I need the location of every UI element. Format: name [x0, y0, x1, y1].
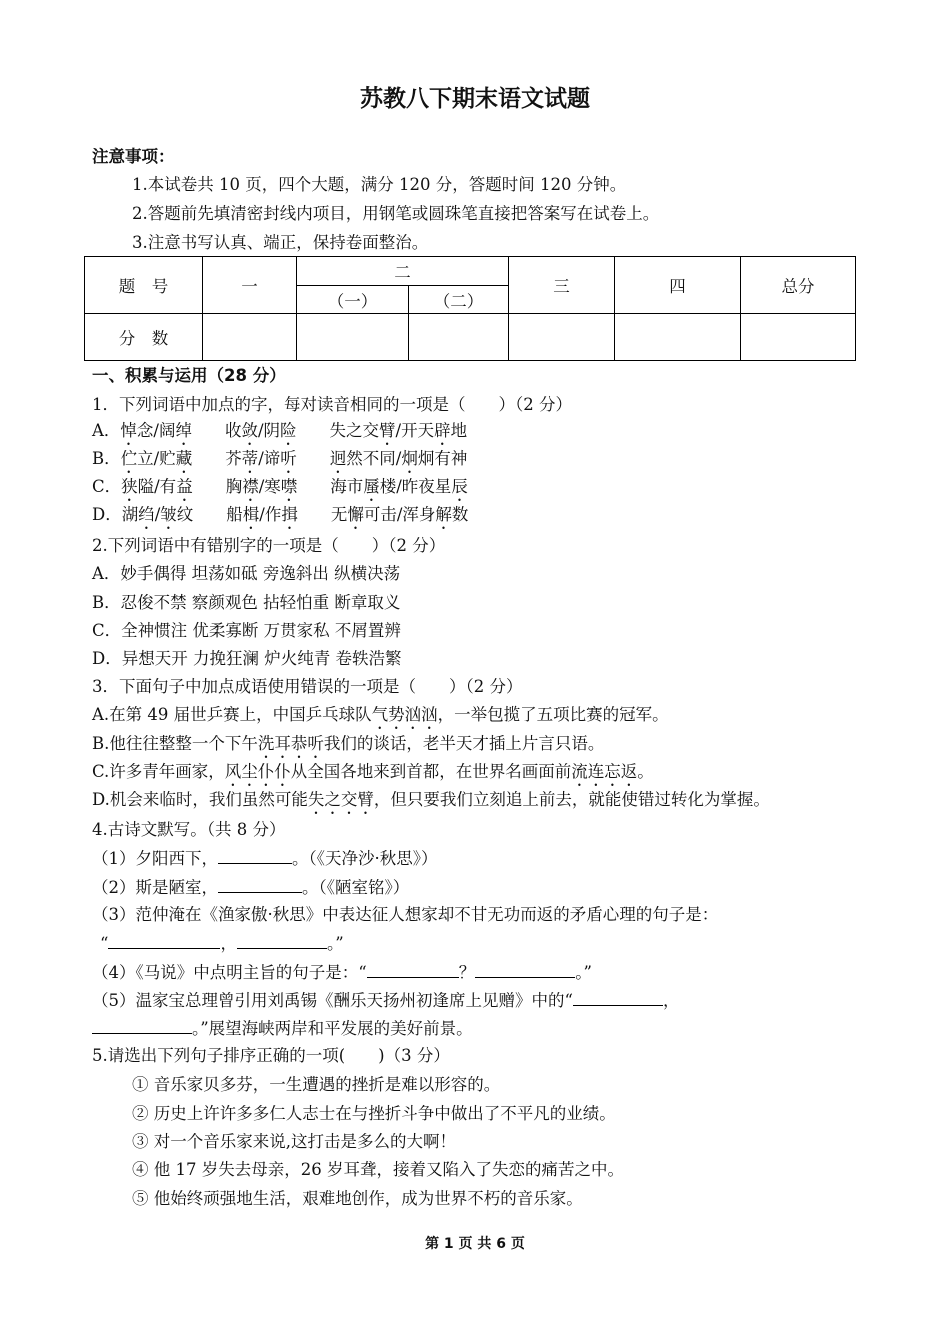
- q4-item-text: （2）斯是陋室，: [92, 878, 218, 897]
- option-text: /寒: [258, 477, 281, 496]
- dotted-term: 噤: [280, 477, 298, 496]
- q1-option-d: [92, 504, 468, 533]
- option-text: 纹: [176, 505, 227, 524]
- q2-option-c: C．全神惯注 优柔寡断 万贯家私 不屑置辨: [92, 621, 401, 640]
- answer-blank[interactable]: [475, 961, 575, 978]
- dotted-term: 蜃: [363, 477, 380, 496]
- q4-item-3: （3）范仲淹在《渔家傲·秋思》中表达征人想家却不甘无功而返的矛盾心理的句子是：: [92, 905, 719, 924]
- option-text: 我们的谈话，老半天才插上片言只语。: [323, 734, 605, 753]
- dotted-term: 懈: [347, 505, 364, 524]
- q2-option-d: D．异想天开 力挽狂澜 炉火纯青 卷轶浩繁: [92, 649, 402, 668]
- q4-item-text: 。”: [575, 963, 592, 982]
- q4-item-5: [92, 989, 679, 1012]
- answer-blank[interactable]: [367, 961, 459, 978]
- dotted-term: 襟: [242, 477, 259, 496]
- score-subcol-header: （二）: [409, 286, 509, 314]
- question-stem: 2.下列词语中有错别字的一项是（ ）（2 分）: [92, 536, 446, 555]
- score-subcol-header: （一）: [297, 286, 409, 314]
- dotted-term: 气势汹汹: [371, 705, 438, 724]
- dotted-term: 伫: [120, 449, 138, 468]
- dotted-term: 绰: [175, 421, 192, 440]
- q1-option-a: [92, 420, 467, 449]
- option-text: 浑: [402, 505, 419, 524]
- option-text: /作: [259, 505, 282, 524]
- option-text: 可击/: [363, 505, 403, 524]
- answer-blank[interactable]: [92, 1017, 192, 1034]
- question-stem: 1．下列词语中加点的字，每对读音相同的一项是（ ）（2 分）: [92, 395, 572, 414]
- dotted-term: 揖: [281, 505, 298, 524]
- option-text: C．: [92, 477, 122, 496]
- q2-option-a: A．妙手偶得 坦荡如砥 旁逸斜出 纵横决荡: [92, 564, 401, 583]
- option-text: B．: [92, 449, 121, 468]
- q4-item-text: （5）温家宝总理曾引用刘禹锡《酬乐天扬州初逢席上见赠》中的“: [92, 991, 573, 1010]
- q3-option-a: [92, 704, 669, 733]
- score-col-header: 四: [615, 257, 741, 314]
- option-text: 炯有神: [417, 449, 468, 468]
- q1-option-c: [92, 476, 468, 505]
- dotted-term: 敛: [241, 421, 258, 440]
- option-text: 无: [297, 505, 348, 524]
- q5-sentence: ④ 他 17 岁失去母亲，26 岁耳聋，接着又陷入了失恋的痛苦之中。: [132, 1160, 624, 1179]
- option-text: /开天: [395, 421, 435, 440]
- option-text: 船: [226, 505, 243, 524]
- q4-item-1: [92, 847, 438, 870]
- score-cell[interactable]: [741, 314, 856, 361]
- score-col-header: 三: [509, 257, 615, 314]
- score-cell[interactable]: [203, 314, 297, 361]
- option-text: D.机会来临时，我们虽然可能: [92, 790, 308, 809]
- q4-item-text: ，: [220, 934, 237, 953]
- option-text: ，一举包揽了五项比赛的冠军。: [437, 705, 669, 724]
- q4-item-text: ，: [662, 991, 680, 1010]
- option-text: 芥: [192, 449, 242, 468]
- q4-item-2: [92, 876, 409, 899]
- option-text: 然不同/: [346, 449, 402, 468]
- q4-item-text: 。（《陋室铭》）: [302, 878, 410, 897]
- option-text: 隘/有: [137, 477, 177, 496]
- option-text: 收: [191, 421, 242, 440]
- notice-item: 3.注意书写认真、端正，保持卷面整治。: [132, 233, 429, 252]
- dotted-term: 风尘仆仆: [224, 762, 291, 781]
- dotted-term: 臂: [379, 421, 396, 440]
- dotted-term: 听: [280, 449, 297, 468]
- score-row-label: 题 号: [85, 257, 203, 314]
- q4-item-text: （4）《马说》中点明主旨的句子是：“: [92, 963, 367, 982]
- dotted-term: 狭: [121, 477, 138, 496]
- q5-sentence: ② 历史上许许多多仁人志士在与挫折斗争中做出了不平凡的业绩。: [132, 1104, 616, 1123]
- section-heading: 一、积累与运用（28 分）: [92, 366, 286, 385]
- option-text: ，但只要我们立刻追上前去，就能使错过转化为掌握。: [373, 790, 770, 809]
- q5-sentence: ③ 对一个音乐家来说,这打击是多么的大啊！: [132, 1132, 456, 1151]
- option-text: 从全国各地来到首都，在世界名画面前: [290, 762, 572, 781]
- q4-item-text: ？: [458, 963, 476, 982]
- page-footer: 第 1 页 共 6 页: [425, 1236, 525, 1252]
- score-row-label: 分 数: [85, 314, 203, 361]
- option-text: 海市: [297, 477, 364, 496]
- answer-blank[interactable]: [108, 932, 220, 949]
- option-text: 失之交: [296, 421, 380, 440]
- option-text: D．: [92, 505, 122, 524]
- dotted-term: 辟: [434, 421, 451, 440]
- page-title: 苏教八下期末语文试题: [360, 86, 590, 112]
- option-text: 立/贮: [137, 449, 176, 468]
- option-text: [297, 449, 330, 468]
- notice-item: 1.本试卷共 10 页，四个大题，满分 120 分，答题时间 120 分钟。: [132, 175, 627, 194]
- option-text: 身: [418, 505, 436, 524]
- q1-option-b: [92, 448, 467, 477]
- answer-blank[interactable]: [218, 876, 302, 893]
- dotted-term: 悼: [120, 421, 137, 440]
- q5-sentence: ① 音乐家贝多芬，一生遭遇的挫折是难以形容的。: [132, 1075, 501, 1094]
- option-text: /谛: [258, 449, 281, 468]
- score-cell[interactable]: [509, 314, 615, 361]
- dotted-term: 洗耳恭听: [257, 734, 324, 753]
- score-table: [84, 256, 856, 361]
- dotted-term: 险: [280, 421, 297, 440]
- q4-item-text: 。”: [326, 934, 344, 953]
- dotted-term: 炯: [401, 449, 418, 468]
- question-stem: 3．下面句子中加点成语使用错误的一项是（ ）（2 分）: [92, 677, 523, 696]
- q4-item-text: “: [100, 934, 109, 953]
- option-text: 地: [450, 421, 468, 440]
- option-text: 。: [637, 762, 654, 781]
- option-text: /阴: [257, 421, 281, 440]
- q4-item-3-blanks: [100, 932, 344, 955]
- q4-item-text: 。（《天净沙·秋思》）: [292, 849, 438, 868]
- q4-item-text: （1）夕阳西下，: [92, 849, 218, 868]
- q3-option-d: [92, 789, 770, 818]
- score-col-header: 总分: [741, 257, 856, 314]
- answer-blank[interactable]: [573, 989, 663, 1006]
- answer-blank[interactable]: [218, 847, 292, 864]
- dotted-term: 解: [435, 505, 452, 524]
- answer-blank[interactable]: [237, 932, 327, 949]
- dotted-term: 益: [176, 477, 193, 496]
- question-stem: 4.古诗文默写。（共 8 分）: [92, 820, 286, 839]
- score-cell[interactable]: [297, 314, 409, 361]
- score-cell[interactable]: [615, 314, 741, 361]
- option-text: A.在第 49 届世乒赛上，中国乒乓球队: [92, 705, 372, 724]
- option-text: 楼/昨夜星: [379, 477, 452, 496]
- dotted-term: 楫: [242, 505, 260, 524]
- q4-item-text: 。”展望海峡两岸和平发展的美好前景。: [192, 1019, 473, 1038]
- option-text: 念/阔: [136, 421, 176, 440]
- score-col-header: 一: [203, 257, 297, 314]
- q3-option-b: [92, 733, 604, 762]
- q5-sentence: ⑤ 他始终顽强地生活，艰难地创作，成为世界不朽的音乐家。: [132, 1189, 583, 1208]
- score-cell[interactable]: [409, 314, 509, 361]
- option-text: C.许多青年画家，: [92, 762, 225, 781]
- option-text: B.他往往整整一个下午: [92, 734, 258, 753]
- option-text: 数: [451, 505, 469, 524]
- dotted-term: 皱: [160, 505, 177, 524]
- option-text: /: [154, 505, 161, 524]
- dotted-term: 流连忘返: [571, 762, 638, 781]
- dotted-term: 绉: [138, 505, 155, 524]
- option-text: 胸: [192, 477, 243, 496]
- dotted-term: 蒂: [241, 449, 259, 468]
- score-col-header: 二: [297, 257, 509, 286]
- dotted-term: 辰: [451, 477, 468, 496]
- dotted-term: 迥: [329, 449, 347, 468]
- notice-heading: 注意事项：: [92, 147, 175, 166]
- q4-item-5b: [92, 1017, 473, 1040]
- option-text: A．: [92, 421, 121, 440]
- dotted-term: 藏: [175, 449, 193, 468]
- q2-option-b: B．忍俊不禁 察颜观色 拈轻怕重 断章取义: [92, 593, 401, 612]
- notice-item: 2.答题前先填清密封线内项目，用钢笔或圆珠笔直接把答案写在试卷上。: [132, 204, 660, 223]
- question-stem: 5.请选出下列句子排序正确的一项( )（3 分）: [92, 1046, 450, 1065]
- q4-item-4: [92, 961, 592, 984]
- option-text: 湖: [121, 505, 139, 524]
- q3-option-c: [92, 761, 654, 790]
- dotted-term: 失之交臂: [307, 790, 374, 809]
